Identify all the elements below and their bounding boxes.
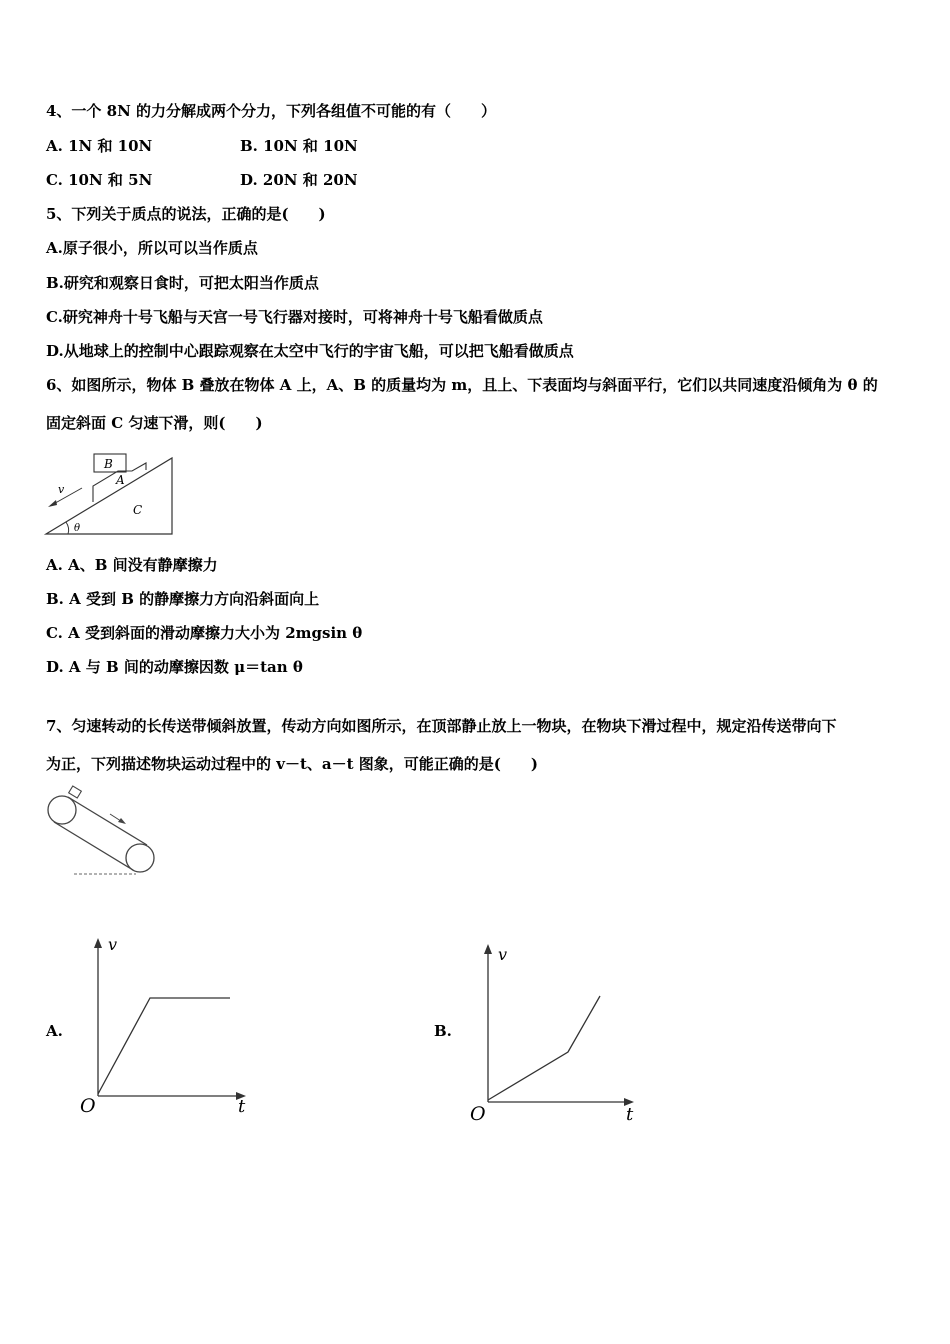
label-v: v: [58, 483, 65, 496]
angle-arc: [66, 522, 69, 534]
upper-roller: [48, 796, 76, 824]
q5-option-d: D.从地球上的控制中心跟踪观察在太空中飞行的宇宙飞船，可以把飞船看做质点: [46, 342, 574, 360]
arrow-head-icon: [48, 500, 57, 507]
arrow-head-icon: [484, 944, 492, 954]
q7-option-b-label: B.: [434, 1022, 452, 1040]
q6-option-a: A. A、B 间没有静摩擦力: [46, 556, 218, 574]
arrow-head-icon: [118, 818, 126, 824]
q7-stem-line1: 7、匀速转动的长传送带倾斜放置，传动方向如图所示，在顶部静止放上一物块，在物块下滑过程中，规定沿传送带向下: [46, 717, 837, 735]
label-c: C: [133, 503, 143, 517]
q5-option-c: C.研究神舟十号飞船与天宫一号飞行器对接时，可将神舟十号飞船看做质点: [46, 308, 543, 326]
block-on-belt: [69, 786, 82, 798]
q6-option-d: D. A 与 B 间的动摩擦因数 μ＝tan θ: [46, 658, 303, 676]
graph-b: [468, 940, 648, 1125]
graph-a-origin-label: O: [80, 1095, 96, 1117]
conveyor-figure: [44, 786, 160, 878]
graph-b-y-label: v: [498, 945, 508, 964]
graph-b-x-label: t: [626, 1104, 634, 1125]
q5-option-a: A.原子很小，所以可以当作质点: [46, 239, 258, 257]
q7-option-a-label: A.: [46, 1022, 63, 1040]
label-a: A: [116, 473, 125, 487]
q4-option-c: C. 10N 和 5N: [46, 171, 153, 189]
q7-stem-line2: 为正，下列描述物块运动过程中的 v－t、a－t 图象，可能正确的是( ): [46, 755, 538, 773]
incline-figure: [40, 446, 180, 538]
arrow-head-icon: [94, 938, 102, 948]
q6-stem-line1: 6、如图所示，物体 B 叠放在物体 A 上，A、B 的质量均为 m，且上、下表面均与斜面平行，它们以共同速度沿倾角为 θ 的: [46, 376, 878, 394]
graph-a-y-label: v: [108, 935, 118, 954]
q4-stem: 4、一个 8N 的力分解成两个分力，下列各组值不可能的有（ ）: [46, 102, 497, 120]
q4-option-d: D. 20N 和 20N: [240, 171, 358, 189]
q4-option-a: A. 1N 和 10N: [46, 137, 153, 155]
graph-b-curve: [488, 996, 600, 1100]
q5-option-b: B.研究和观察日食时，可把太阳当作质点: [46, 274, 319, 292]
q5-stem: 5、下列关于质点的说法，正确的是( ): [46, 205, 326, 223]
graph-b-origin-label: O: [470, 1103, 486, 1125]
q4-option-b: B. 10N 和 10N: [240, 137, 358, 155]
q6-option-c: C. A 受到斜面的滑动摩擦力大小为 2mgsin θ: [46, 624, 363, 642]
label-theta: θ: [74, 523, 81, 534]
q6-option-b: B. A 受到 B 的静摩擦力方向沿斜面向上: [46, 590, 320, 608]
q6-stem-line2: 固定斜面 C 匀速下滑，则( ): [46, 414, 263, 432]
label-b: B: [104, 457, 113, 471]
graph-a: [78, 934, 258, 1119]
graph-a-x-label: t: [238, 1096, 246, 1117]
graph-a-curve: [98, 998, 230, 1094]
